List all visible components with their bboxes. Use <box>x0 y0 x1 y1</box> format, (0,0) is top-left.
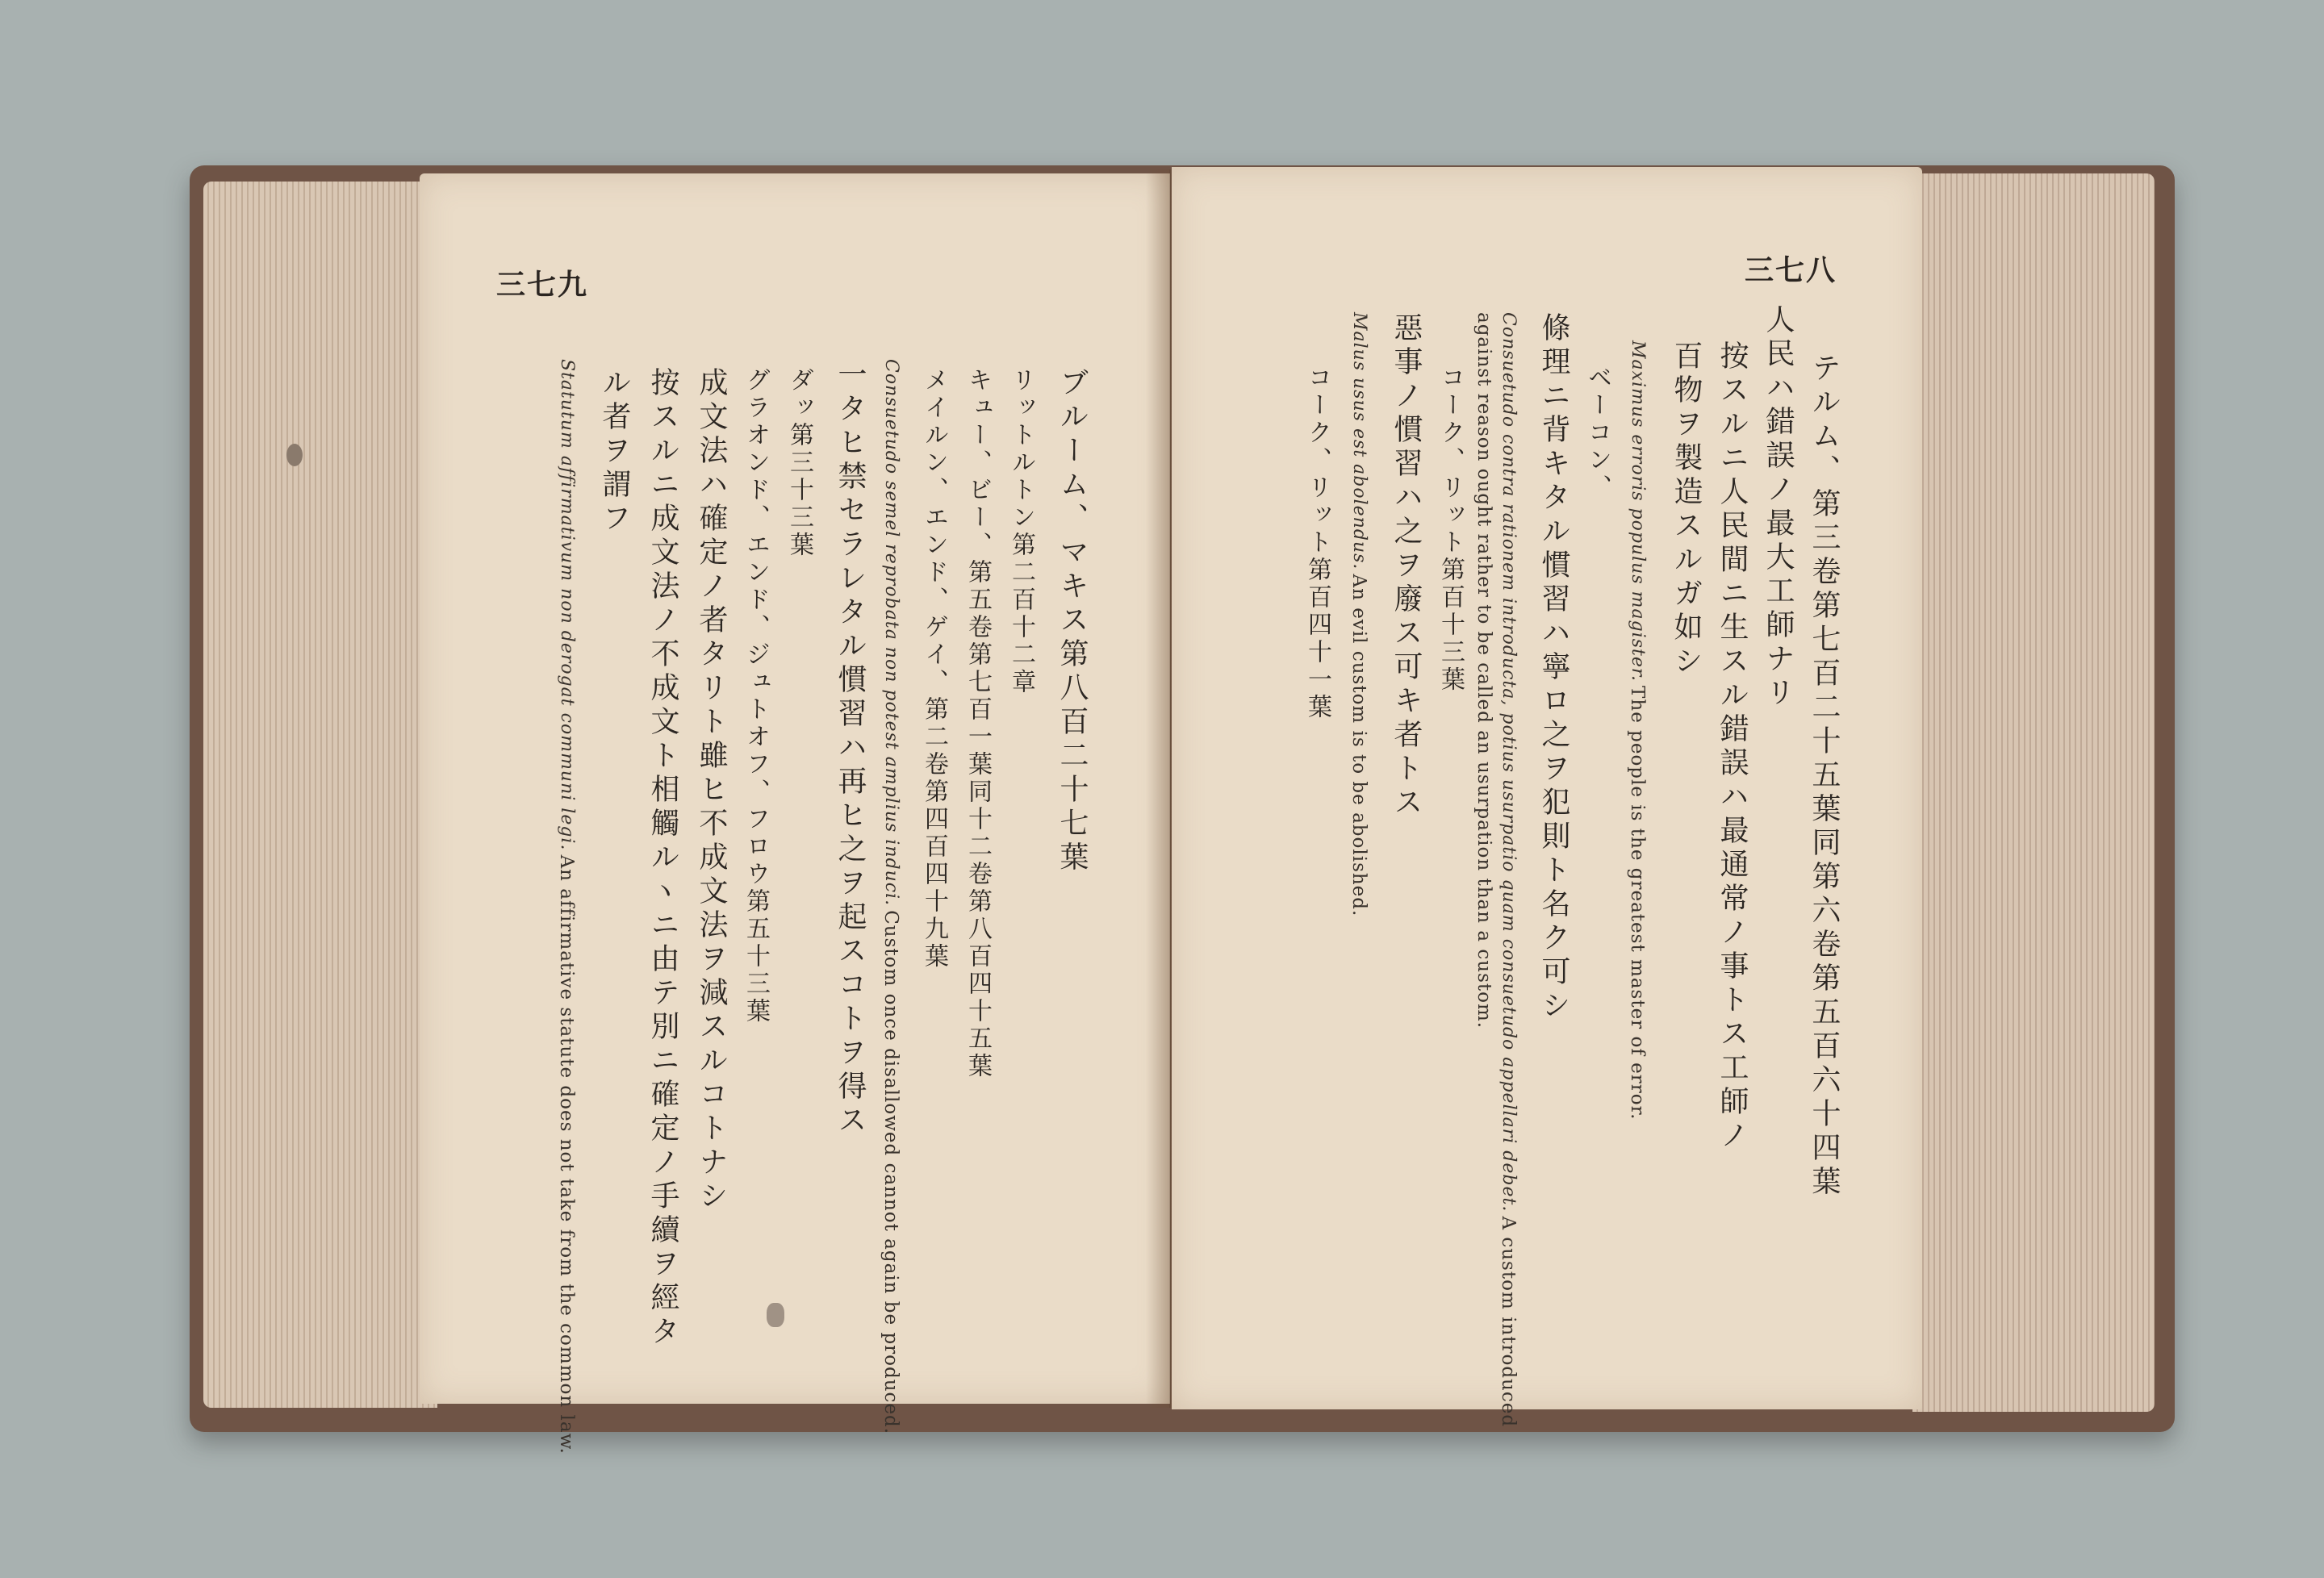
right-col-1: テルム、第三卷第七百二十五葉同第六卷第五百六十四葉 <box>1808 353 1841 1200</box>
left-page-number: 三七九 <box>496 268 589 302</box>
right-page-edges <box>1912 173 2155 1412</box>
left-col-5 <box>881 359 900 1434</box>
left-col-8: グラオンド、エンド、ジュトオフ、フロウ第五十三葉 <box>742 367 770 1025</box>
right-col-4: 百物ヲ製造スルガ如シ <box>1670 340 1703 679</box>
left-page-edges <box>203 182 437 1408</box>
right-col-12 <box>1349 312 1368 916</box>
left-page <box>420 173 1170 1455</box>
left-col-2: リットルトン第二百十二章 <box>1007 367 1035 696</box>
right-english-1: The people is the greatest master of error. <box>1627 686 1648 1121</box>
right-col-5 <box>1628 340 1646 1120</box>
left-col-12 <box>557 359 575 1455</box>
right-col-8 <box>1498 312 1517 1427</box>
right-col-3: 按スルニ人民間ニ生スル錯誤ハ最通常ノ事トス工師ノ <box>1716 340 1749 1154</box>
right-english-3: An evil custom is to be abolished. <box>1348 574 1369 917</box>
left-col-10: 按スルニ成文法ノ不成文ト相觸ルヽニ由テ別ニ確定ノ手續ヲ經タ <box>646 367 679 1350</box>
binding-hole <box>286 444 303 466</box>
left-col-7: ダッ第三十三葉 <box>785 367 813 559</box>
right-latin-2: Consuetudo contra rationem introducta, potius usurpatio quam consuetudo appellari debet. <box>1498 312 1519 1213</box>
left-english-1: Custom once disallowed cannot again be produced. <box>880 910 901 1435</box>
left-latin-2: Statutum affirmativum non derogat communi legi. <box>557 359 577 851</box>
right-col-11: 惡事ノ慣習ハ之ヲ廢ス可キ者トス <box>1390 312 1423 820</box>
left-english-2: An affirmative statute does not take from the common law. <box>556 854 577 1455</box>
right-col-7: 條理ニ背キタル慣習ハ寧ロ之ヲ犯則ト名ク可シ <box>1537 312 1570 1024</box>
left-col-11: ル者ヲ謂フ <box>598 367 631 536</box>
right-page <box>1172 167 1922 1428</box>
right-english-2: A custom introduced <box>1498 1216 1519 1428</box>
left-col-1: ブルーム、マキス第八百二十七葉 <box>1055 367 1089 875</box>
ink-stain <box>767 1303 784 1327</box>
right-latin-1: Maximus erroris populus magister. <box>1628 340 1648 682</box>
left-latin-1: Consuetudo semel reprobata non potest amplius induci. <box>881 359 901 907</box>
right-latin-3: Malus usus est abolendus. <box>1349 312 1369 570</box>
right-col-13: コーク、リット第百四十一葉 <box>1303 365 1331 721</box>
right-col-10: コーク、リット第百十三葉 <box>1436 365 1465 694</box>
right-col-6: ベーコン、 <box>1583 365 1611 502</box>
right-col-2: 人民ハ錯誤ノ最大工師ナリ <box>1762 304 1795 711</box>
left-col-3: キュー、ビー、第五卷第七百一葉同十二卷第八百四十五葉 <box>963 367 992 1080</box>
left-col-4: メイルン、エンド、ゲイ、第二卷第四百四十九葉 <box>920 367 948 971</box>
right-col-9: against reason ought rather to be called an usurpation than a custom. <box>1473 312 1494 1029</box>
left-col-9: 成文法ハ確定ノ者タリト雖ヒ不成文法ヲ減スルコトナシ <box>695 367 728 1214</box>
right-page-number: 三七八 <box>1745 253 1837 287</box>
left-col-6: 一タヒ禁セラレタル慣習ハ再ヒ之ヲ起スコトヲ得ス <box>834 359 867 1138</box>
